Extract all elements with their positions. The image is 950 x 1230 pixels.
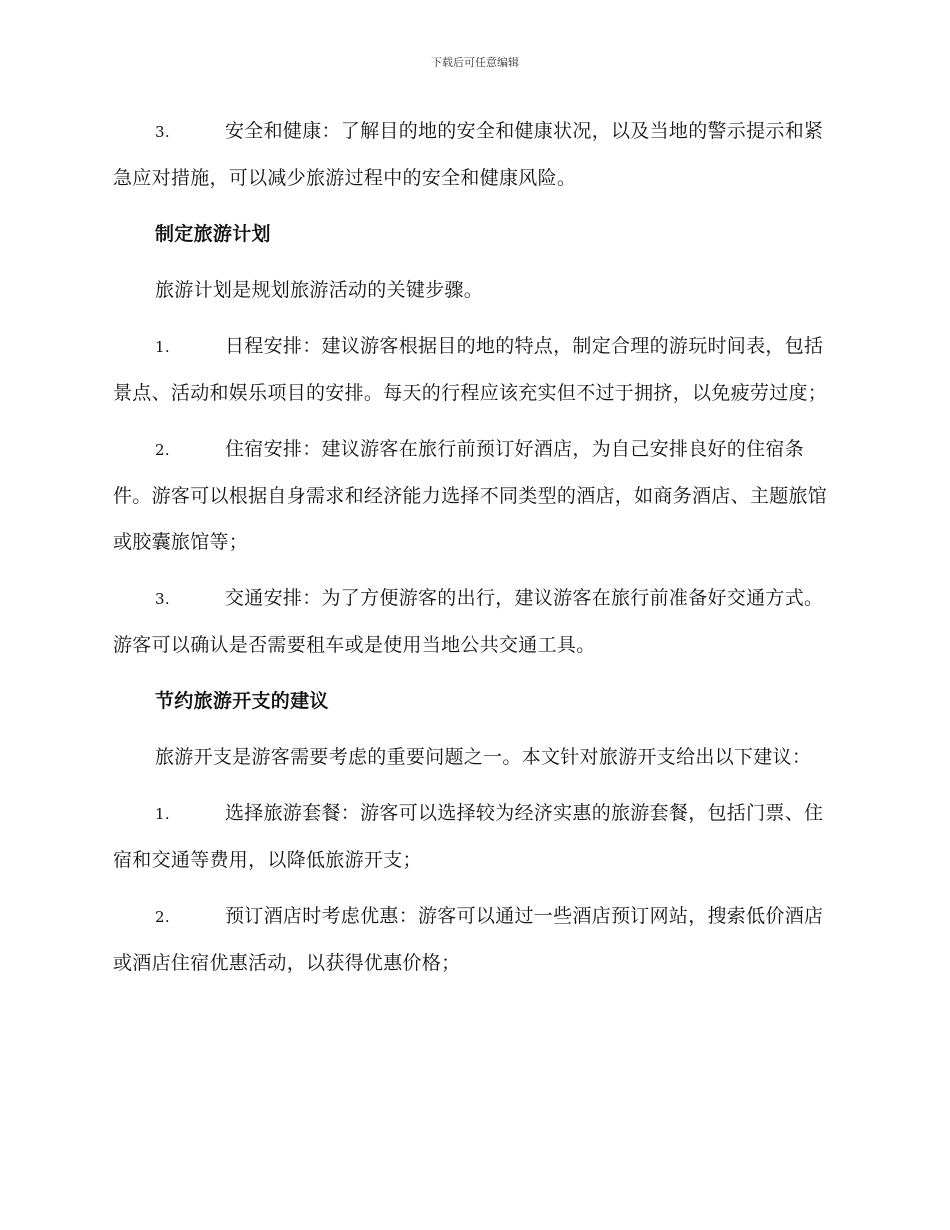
list-item-text: 选择旅游套餐：游客可以选择较为经济实惠的旅游套餐，包括门票、住宿和交通等费用，以降低旅游开支； [113,802,824,871]
list-item [113,893,838,986]
list-item-text: 交通安排：为了方便游客的出行，建议游客在旅行前准备好交通方式。游客可以确认是否需要租车或是使用当地公共交通工具。 [113,587,824,656]
list-item [113,790,838,883]
paragraph: 旅游开支是游客需要考虑的重要问题之一。本文针对旅游开支给出以下建议： [155,746,812,768]
list-item [113,108,838,201]
paragraph: 旅游计划是规划旅游活动的关键步骤。 [155,279,484,301]
list-item-text: 日程安排：建议游客根据目的地的特点，制定合理的游玩时间表，包括景点、活动和娱乐项目的安排。每天的行程应该充实但不过于拥挤，以免疲劳过度； [113,335,828,404]
list-item-text: 住宿安排：建议游客在旅行前预订好酒店，为自己安排良好的住宿条件。游客可以根据自身需求和经济能力选择不同类型的酒店，如商务酒店、主题旅馆或胶囊旅馆等； [113,438,828,553]
list-item [113,575,838,668]
list-item [113,426,838,565]
list-item-number: 2. [155,441,170,459]
list-item-number: 3. [155,590,170,608]
list-item-number: 1. [155,805,170,823]
list-item-text: 安全和健康：了解目的地的安全和健康状况，以及当地的警示提示和紧急应对措施，可以减少旅游过程中的安全和健康风险。 [113,120,824,189]
list-item [113,323,838,416]
header-note: 下载后可任意编辑 [431,56,519,69]
section-heading: 节约旅游开支的建议 [155,690,329,712]
section-heading: 制定旅游计划 [155,223,271,245]
list-item-text: 预订酒店时考虑优惠：游客可以通过一些酒店预订网站，搜索低价酒店或酒店住宿优惠活动，以获得优惠价格； [113,905,824,974]
list-item-number: 1. [155,338,170,356]
list-item-number: 3. [155,123,170,141]
list-item-number: 2. [155,908,170,926]
document-body [113,108,838,996]
